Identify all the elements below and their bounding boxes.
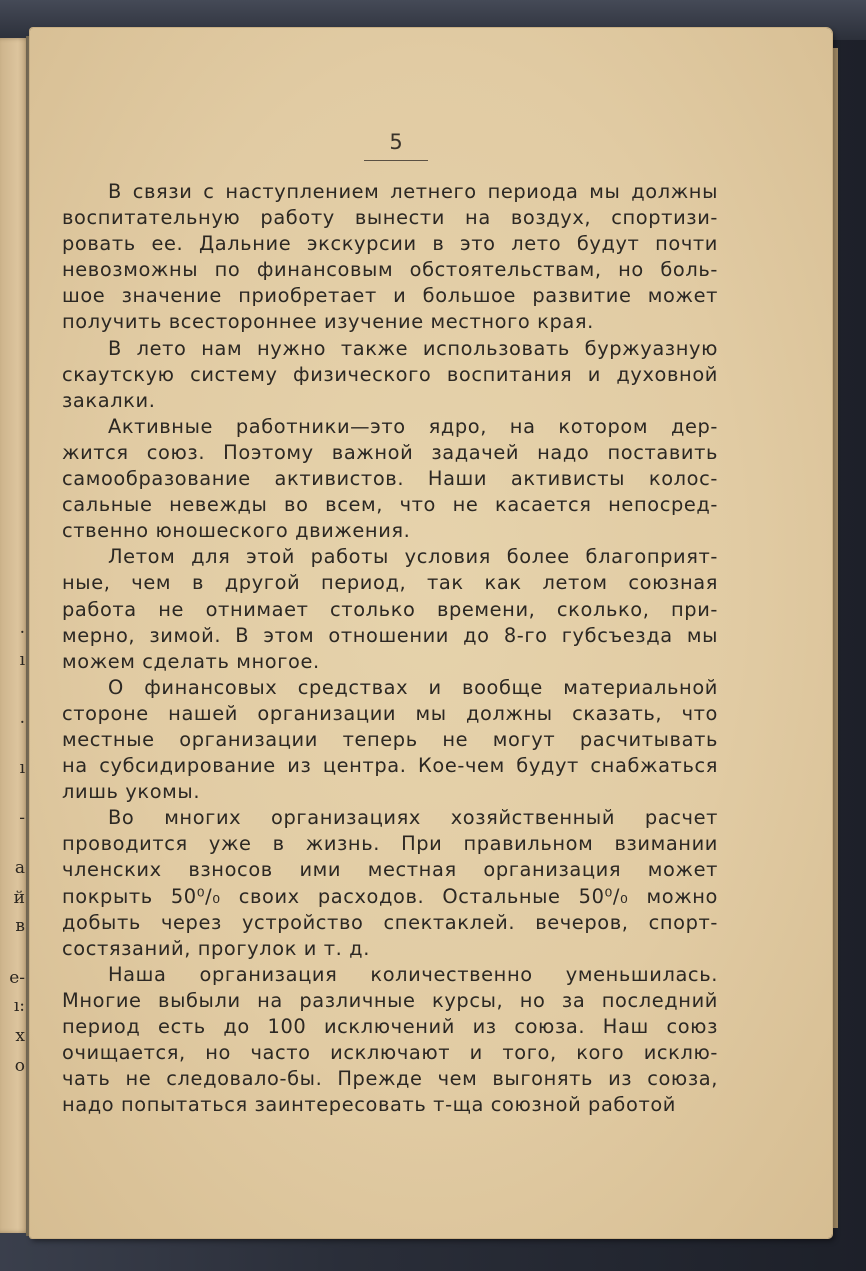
previous-page-text-fragment: -: [19, 808, 25, 828]
text-line: ровать ее. Дальние экскурсии в это лето будут почти: [62, 232, 718, 256]
text-line: ные, чем в другой период, так как летом союзная: [62, 571, 718, 595]
previous-page-text-fragment: е-: [9, 968, 25, 988]
paragraph: [62, 414, 718, 544]
text-line: невозможны по финансовым обстоятельствам, но боль-: [62, 258, 718, 282]
previous-page-text-fragment: о: [14, 1056, 25, 1076]
text-line: очищается, но часто исключают и того, кого исклю-: [62, 1041, 718, 1065]
text-line: ственно юношеского движения.: [62, 519, 411, 543]
text-line: период есть до 100 исключений из союза. Наш союз: [62, 1015, 718, 1038]
text-line: местные организации теперь не могут расчитывать: [62, 727, 718, 751]
text-line: работа не отнимает столько времени, сколько, при-: [62, 597, 718, 621]
previous-page-text-fragment: й: [13, 888, 25, 908]
text-line: сальные невежды во всем, что не касается непосред-: [62, 493, 718, 517]
text-line: О финансовых средствах и вообще материальной: [108, 675, 718, 699]
paragraph: [62, 336, 718, 414]
text-line: надо попытаться заинтересовать т-ща союзной работой: [62, 1093, 677, 1117]
page-number: 5: [389, 130, 403, 154]
text-line: Активные работники—это ядро, на котором дер-: [108, 414, 718, 438]
text-line: мерно, зимой. В этом отношении до 8-го губсъезда мы: [62, 623, 718, 647]
text-line: стороне нашей организации мы должны сказать, что: [62, 701, 718, 725]
text-line: Во многих организациях хозяйственный расчет: [108, 806, 718, 830]
paragraph: [62, 544, 718, 674]
text-line: лишь укомы.: [62, 780, 201, 804]
previous-page-text-fragment: ı: [19, 758, 25, 778]
text-line: Летом для этой работы условия более благоприят-: [108, 545, 718, 569]
previous-page-text-fragment: ı:: [13, 996, 25, 1016]
previous-page-text-fragment: а: [14, 858, 25, 878]
text-line: шое значение приобретает и большое развитие может: [62, 284, 718, 308]
paragraph: [62, 962, 718, 1119]
text-line: на субсидирование из центра. Кое-чем будут снабжаться: [62, 754, 718, 778]
text-line: Многие выбыли на различные курсы, но за последний: [62, 988, 718, 1012]
previous-page-text-fragment: в: [15, 916, 25, 936]
text-line: Наша организация количественно уменьшилась.: [108, 962, 718, 986]
text-line: воспитательную работу вынести на воздух, спортизи-: [62, 206, 718, 230]
page-body-text: [62, 179, 718, 1118]
text-line: состязаний, прогулок и т. д.: [62, 936, 370, 960]
text-line: добыть через устройство спектаклей. вечеров, спорт-: [62, 910, 718, 934]
text-line: жится союз. Поэтому важной задачей надо поставить: [62, 440, 718, 464]
previous-page-text-fragment: ı: [19, 650, 25, 670]
text-line: закалки.: [62, 388, 156, 412]
text-line: членских взносов ими местная организация может: [62, 858, 718, 882]
text-line: скаутскую систему физического воспитания и духовной: [62, 362, 718, 386]
previous-page-text-fragment: х: [15, 1026, 25, 1046]
page-number-rule: [364, 160, 428, 161]
paragraph: [62, 675, 718, 805]
text-line: самообразование активистов. Наши активисты колос-: [62, 467, 718, 491]
text-line: можем сделать многое.: [62, 649, 320, 673]
text-line: чать не следовало-бы. Прежде чем выгонять из союза,: [62, 1067, 718, 1091]
text-line: проводится уже в жизнь. При правильном взимании: [62, 832, 718, 856]
text-line: покрыть 50⁰/₀ своих расходов. Остальные 50⁰/₀ можно: [62, 884, 718, 908]
paragraph: [62, 179, 718, 336]
text-line: В связи с наступлением летнего периода мы должны: [108, 180, 718, 203]
text-line: В лето нам нужно также использовать буржуазную: [108, 336, 718, 360]
paragraph: [62, 805, 718, 962]
previous-page-text-fragment: .: [19, 618, 25, 638]
text-line: получить всестороннее изучение местного края.: [62, 310, 594, 334]
previous-page-text-fragment: .: [19, 708, 25, 728]
